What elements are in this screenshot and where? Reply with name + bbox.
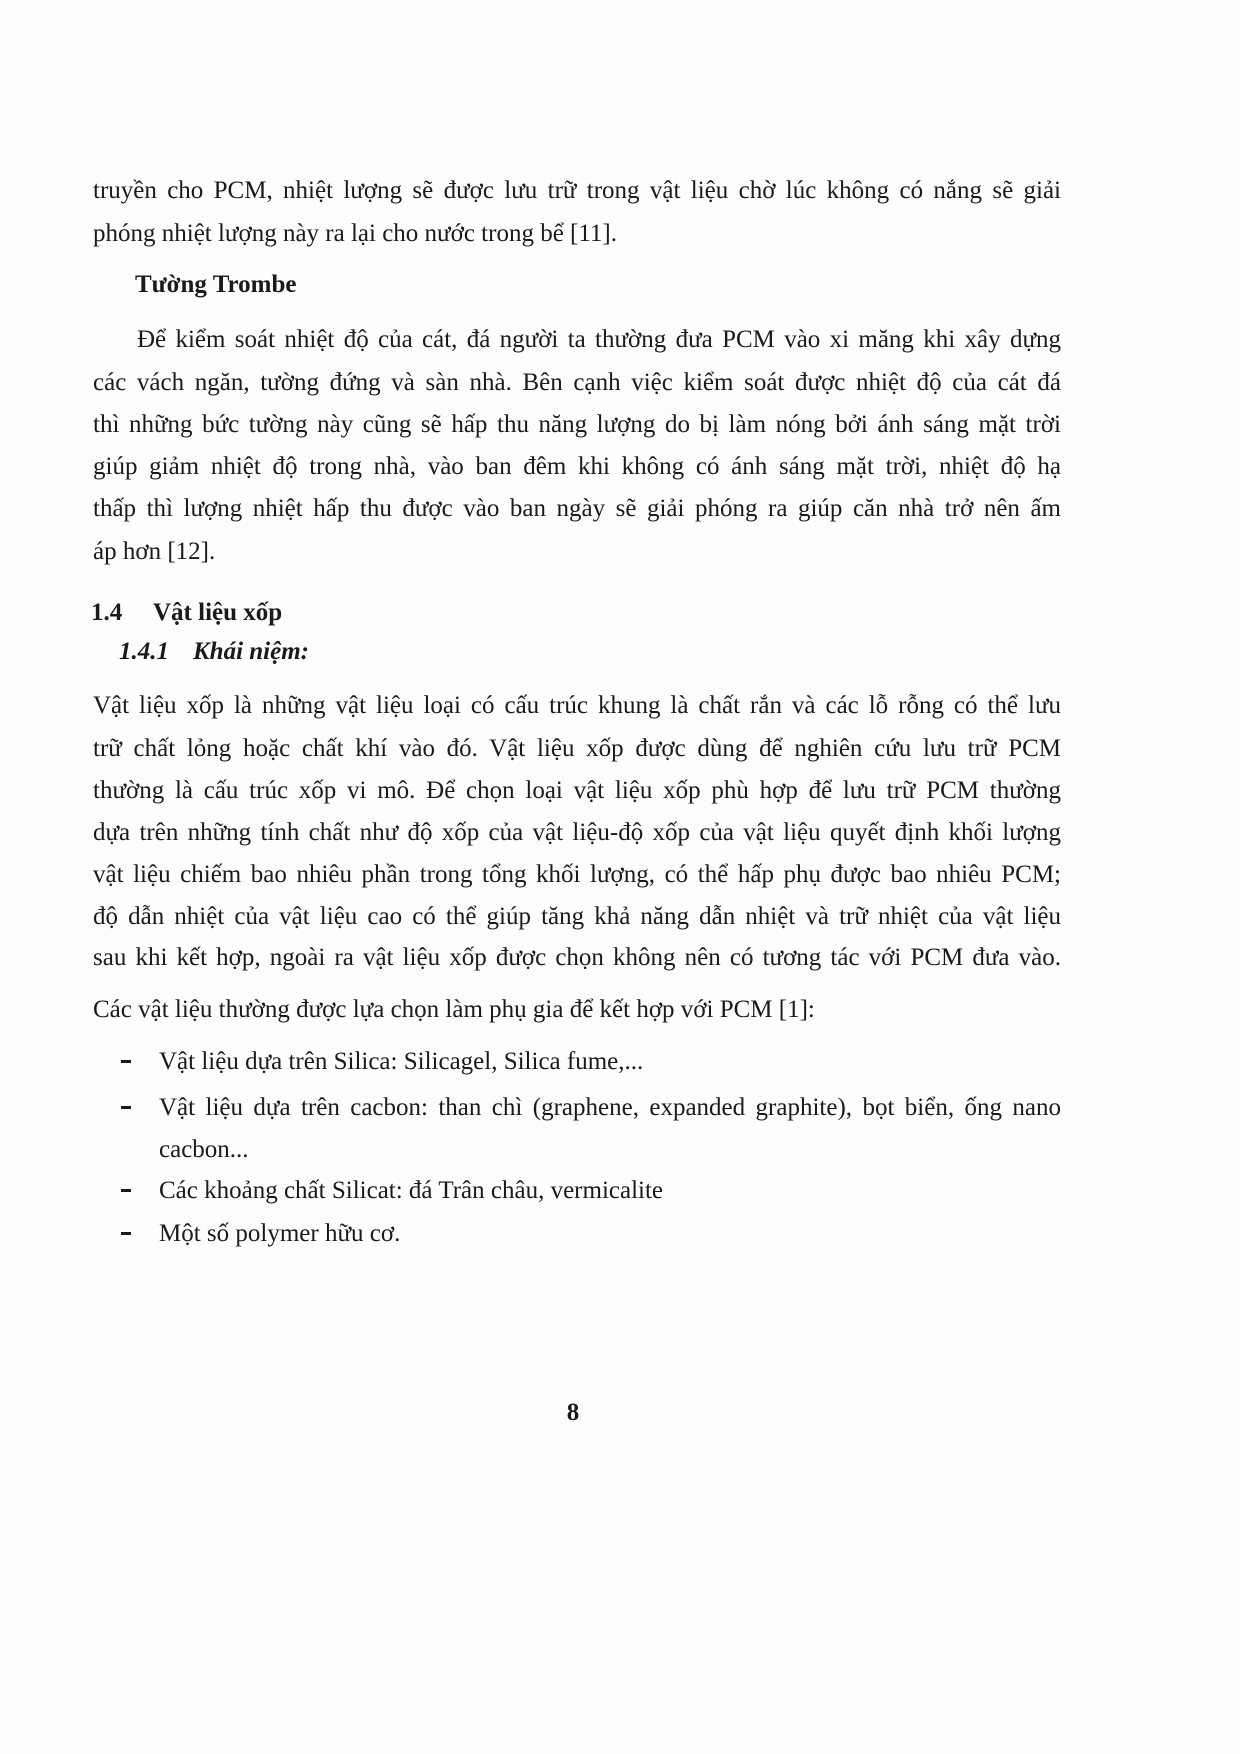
paragraph-line: các vách ngăn, tường đứng và sàn nhà. Bên cạnh việc kiểm soát được nhiệt độ của cát đá bbox=[93, 369, 1061, 396]
list-item-continuation: cacbon... bbox=[159, 1136, 249, 1163]
bullet-dash-icon bbox=[121, 1060, 131, 1063]
paragraph-line: sau khi kết hợp, ngoài ra vật liệu xốp được chọn không nên có tương tác với PCM đưa vào. bbox=[93, 944, 1061, 971]
paragraph-line: áp hơn [12]. bbox=[93, 538, 216, 565]
paragraph-line: thấp thì lượng nhiệt hấp thu được vào ban ngày sẽ giải phóng ra giúp căn nhà trở nên ấm bbox=[93, 495, 1061, 522]
trombe-heading: Tường Trombe bbox=[135, 271, 297, 298]
list-item: Các khoảng chất Silicat: đá Trân châu, vermicalite bbox=[159, 1177, 664, 1204]
section-number: 1.4 bbox=[91, 599, 123, 626]
list-intro: Các vật liệu thường được lựa chọn làm phụ gia để kết hợp với PCM [1]: bbox=[93, 996, 815, 1023]
bullet-dash-icon bbox=[121, 1232, 131, 1235]
section-title: Vật liệu xốp bbox=[153, 599, 283, 626]
list-item: Vật liệu dựa trên Silica: Silicagel, Silica fume,... bbox=[159, 1048, 644, 1075]
paragraph-line: thường là cấu trúc xốp vi mô. Để chọn loại vật liệu xốp phù hợp để lưu trữ PCM thường bbox=[93, 777, 1061, 804]
bullet-dash-icon bbox=[121, 1106, 131, 1109]
paragraph-line: dựa trên những tính chất như độ xốp của vật liệu-độ xốp của vật liệu quyết định khối lượng bbox=[93, 819, 1061, 846]
section-heading bbox=[91, 598, 282, 628]
paragraph-line: truyền cho PCM, nhiệt lượng sẽ được lưu trữ trong vật liệu chờ lúc không có nắng sẽ giải bbox=[93, 177, 1061, 204]
subsection-heading bbox=[119, 637, 309, 667]
page-number: 8 bbox=[566, 1399, 580, 1426]
paragraph-line: độ dẫn nhiệt của vật liệu cao có thể giúp tăng khả năng dẫn nhiệt và trữ nhiệt của vật liệu bbox=[93, 903, 1061, 930]
paragraph-line: Để kiểm soát nhiệt độ của cát, đá người ta thường đưa PCM vào xi măng khi xây dựng bbox=[137, 326, 1061, 353]
bullet-dash-icon bbox=[121, 1189, 131, 1192]
list-item: Một số polymer hữu cơ. bbox=[159, 1220, 401, 1247]
paragraph-line: giúp giảm nhiệt độ trong nhà, vào ban đêm khi không có ánh sáng mặt trời, nhiệt độ hạ bbox=[93, 453, 1061, 480]
subsection-number: 1.4.1 bbox=[119, 638, 169, 665]
paragraph-line: trữ chất lỏng hoặc chất khí vào đó. Vật liệu xốp được dùng để nghiên cứu lưu trữ PCM bbox=[93, 735, 1061, 762]
paragraph-line: Vật liệu xốp là những vật liệu loại có cấu trúc khung là chất rắn và các lỗ rỗng có thể lưu bbox=[93, 692, 1061, 719]
paragraph-line: vật liệu chiếm bao nhiêu phần trong tổng khối lượng, có thể hấp phụ được bao nhiêu PCM; bbox=[93, 861, 1061, 888]
subsection-title: Khái niệm: bbox=[193, 638, 309, 665]
list-item: Vật liệu dựa trên cacbon: than chì (graphene, expanded graphite), bọt biển, ống nano bbox=[159, 1094, 1061, 1121]
paragraph-line: phóng nhiệt lượng này ra lại cho nước trong bể [11]. bbox=[93, 220, 618, 247]
paragraph-line: thì những bức tường này cũng sẽ hấp thu năng lượng do bị làm nóng bởi ánh sáng mặt trời bbox=[93, 411, 1061, 438]
